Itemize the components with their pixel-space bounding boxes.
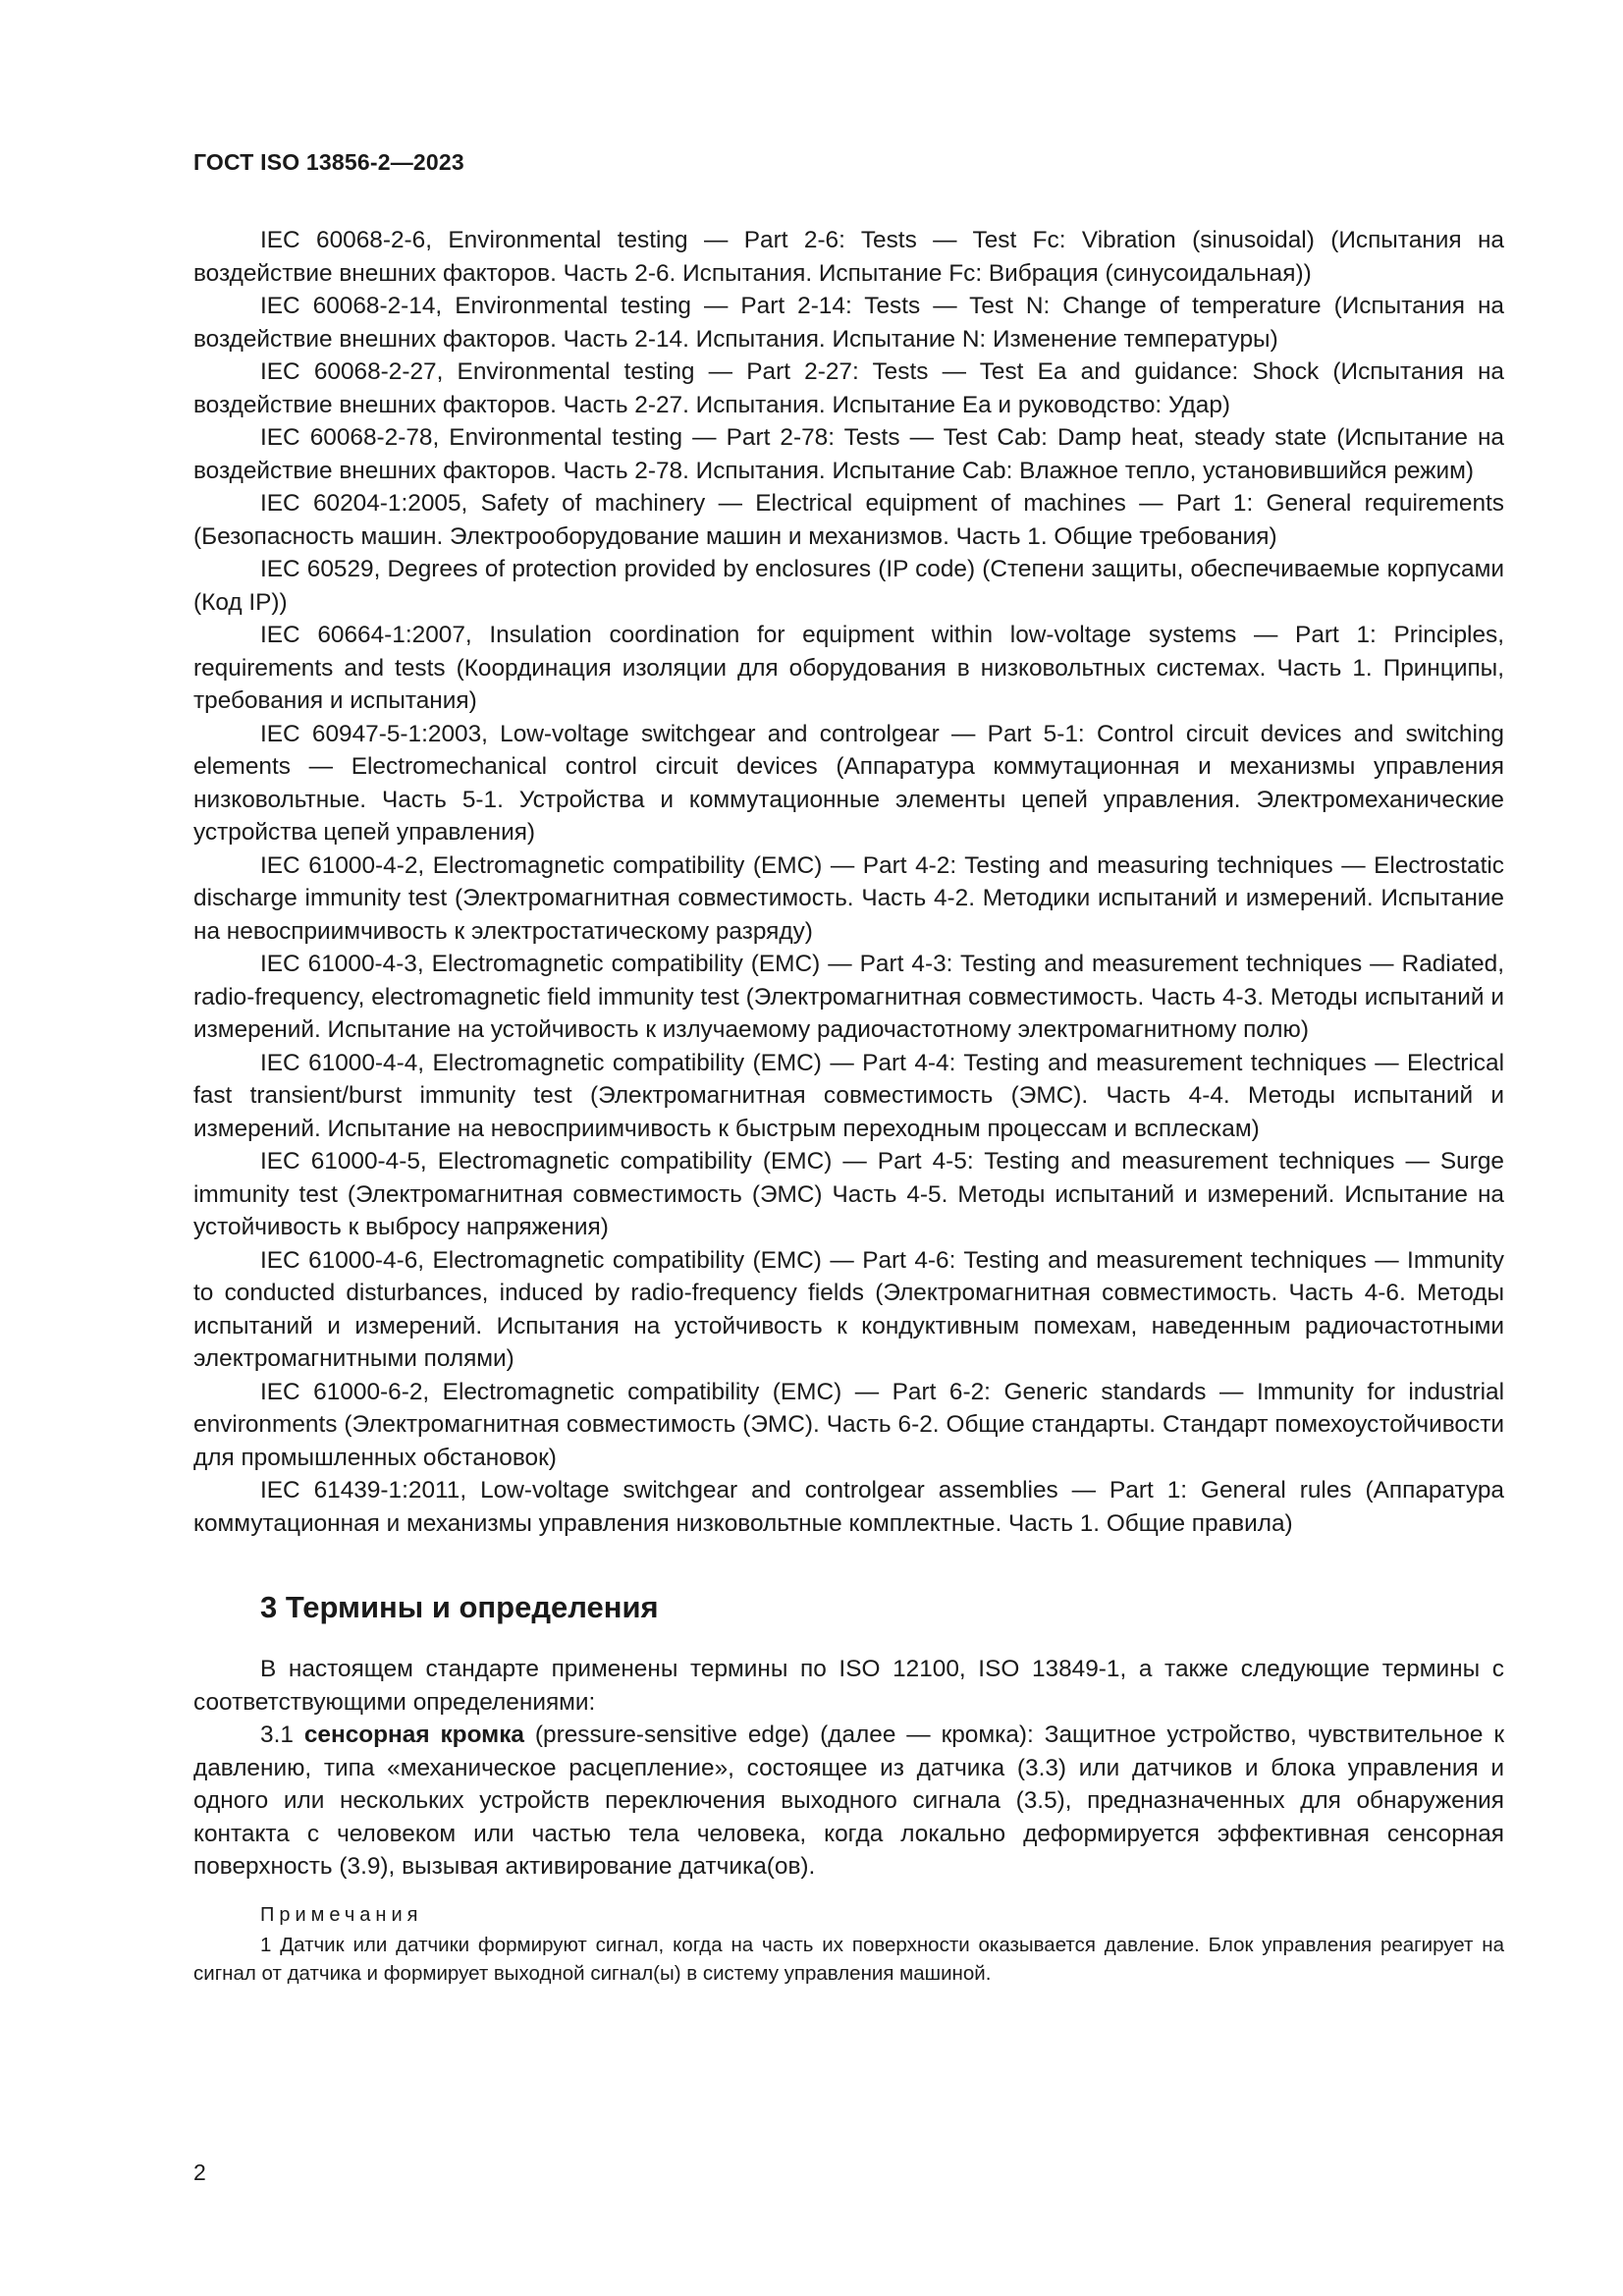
reference-item: IEC 60068-2-78, Environmental testing — Part 2-78: Tests — Test Cab: Damp heat, steady state (Испытание на воздействие внешних факторов. Часть 2-78. Испытания. Испытание Cab: Влажное тепло, установившийся режим): [193, 424, 1504, 484]
reference-item: IEC 61000-4-5, Electromagnetic compatibility (EMC) — Part 4-5: Testing and measurement techniques — Surge immunity test (Электромагнитная совместимость (ЭМС) Часть 4-5. Методы испытаний и измерений. Испытание на устойчивость к выбросу напряжения): [193, 1148, 1504, 1240]
term-name: сенсорная кромка: [303, 1722, 524, 1748]
term-definition-text: (pressure-sensitive edge) (далее — кромка): Защитное устройство, чувствительное к давлению, типа «механическое расцепление», состоящее из датчика (3.3) или датчиков и блока управления и одного или нескольких устройств переключения выходного сигнала (3.5), предназначенных для обнаружения контакта с человеком или частью тела человека, когда локально деформируется эффективная сенсорная поверхность (3.9), вызывая активирование датчика(ов).: [193, 1722, 1504, 1880]
reference-item: IEC 61000-6-2, Electromagnetic compatibility (EMC) — Part 6-2: Generic standards — Immunity for industrial environments (Электромагнитная совместимость (ЭМС). Часть 6-2. Общие стандарты. Стандарт помехоустойчивости для промышленных обстановок): [193, 1378, 1504, 1471]
reference-item: IEC 60204-1:2005, Safety of machinery — Electrical equipment of machines — Part 1: General requirements (Безопасность машин. Электрооборудование машин и механизмов. Часть 1. Общие требования): [193, 490, 1504, 550]
document-body: [193, 224, 1504, 1988]
section-intro: В настоящем стандарте применены термины по ISO 12100, ISO 13849-1, а также следующие термины с соответствующими определениями:: [193, 1656, 1504, 1716]
section-heading: 3 Термины и определения: [260, 1590, 659, 1624]
notes-title: Примечания: [260, 1903, 423, 1926]
note-item: 1 Датчик или датчики формируют сигнал, когда на часть их поверхности оказывается давление. Блок управления реагирует на сигнал от датчика и формирует выходной сигнал(ы) в систему управления машиной.: [193, 1933, 1504, 1985]
reference-item: IEC 60068-2-6, Environmental testing — Part 2-6: Tests — Test Fc: Vibration (sinusoidal) (Испытания на воздействие внешних факторов. Часть 2-6. Испытания. Испытание Fc: Вибрация (синусоидальная)): [193, 227, 1504, 287]
reference-item: IEC 60529, Degrees of protection provided by enclosures (IP code) (Степени защиты, обеспечиваемые корпусами (Код IP)): [193, 556, 1504, 616]
reference-item: IEC 60664-1:2007, Insulation coordination for equipment within low-voltage systems — Part 1: Principles, requirements and tests (Координация изоляции для оборудования в низковольтных системах. Часть 1. Принципы, требования и испытания): [193, 622, 1504, 714]
reference-item: IEC 60947-5-1:2003, Low-voltage switchgear and controlgear — Part 5-1: Control circuit devices and switching elements — Electromechanical control circuit devices (Аппаратура коммутационная и механизмы управления низковольтные. Часть 5-1. Устройства и коммутационные элементы цепей управления. Электромеханические устройства цепей управления): [193, 720, 1504, 846]
document-header: ГОСТ ISO 13856-2—2023: [193, 149, 464, 175]
reference-item: IEC 61000-4-6, Electromagnetic compatibility (EMC) — Part 4-6: Testing and measurement techniques — Immunity to conducted disturbances, induced by radio-frequency fields (Электромагнитная совместимость. Часть 4-6. Методы испытаний и измерений. Испытания на устойчивость к кондуктивным помехам, наведенным радиочастотными электромагнитными полями): [193, 1246, 1504, 1372]
reference-item: IEC 60068-2-27, Environmental testing — Part 2-27: Tests — Test Ea and guidance: Shock (Испытания на воздействие внешних факторов. Часть 2-27. Испытания. Испытание Ea и руководство: Удар): [193, 358, 1504, 418]
reference-item: IEC 61000-4-2, Electromagnetic compatibility (EMC) — Part 4-2: Testing and measuring techniques — Electrostatic discharge immunity test (Электромагнитная совместимость. Часть 4-2. Методики испытаний и измерений. Испытание на невосприимчивость к электростатическому разряду): [193, 851, 1504, 945]
reference-item: IEC 61000-4-3, Electromagnetic compatibility (EMC) — Part 4-3: Testing and measurement techniques — Radiated, radio-frequency, electromagnetic field immunity test (Электромагнитная совместимость. Часть 4-3. Методы испытаний и измерений. Испытание на устойчивость к излучаемому радиочастотному электромагнитному полю): [193, 951, 1504, 1043]
term-definition: [193, 1719, 1504, 1884]
reference-item: IEC 61439-1:2011, Low-voltage switchgear and controlgear assemblies — Part 1: General rules (Аппаратура коммутационная и механизмы управления низковольтные комплектные. Часть 1. Общие правила): [193, 1477, 1504, 1537]
page-number: 2: [193, 2159, 206, 2185]
term-number: 3.1: [260, 1722, 294, 1748]
reference-item: IEC 60068-2-14, Environmental testing — Part 2-14: Tests — Test N: Change of temperature (Испытания на воздействие внешних факторов. Часть 2-14. Испытания. Испытание N: Изменение температуры): [193, 293, 1504, 353]
reference-item: IEC 61000-4-4, Electromagnetic compatibility (EMC) — Part 4-4: Testing and measurement techniques — Electrical fast transient/burst immunity test (Электромагнитная совместимость (ЭМС). Часть 4-4. Методы испытаний и измерений. Испытание на невосприимчивость к быстрым переходным процессам и всплескам): [193, 1049, 1504, 1142]
